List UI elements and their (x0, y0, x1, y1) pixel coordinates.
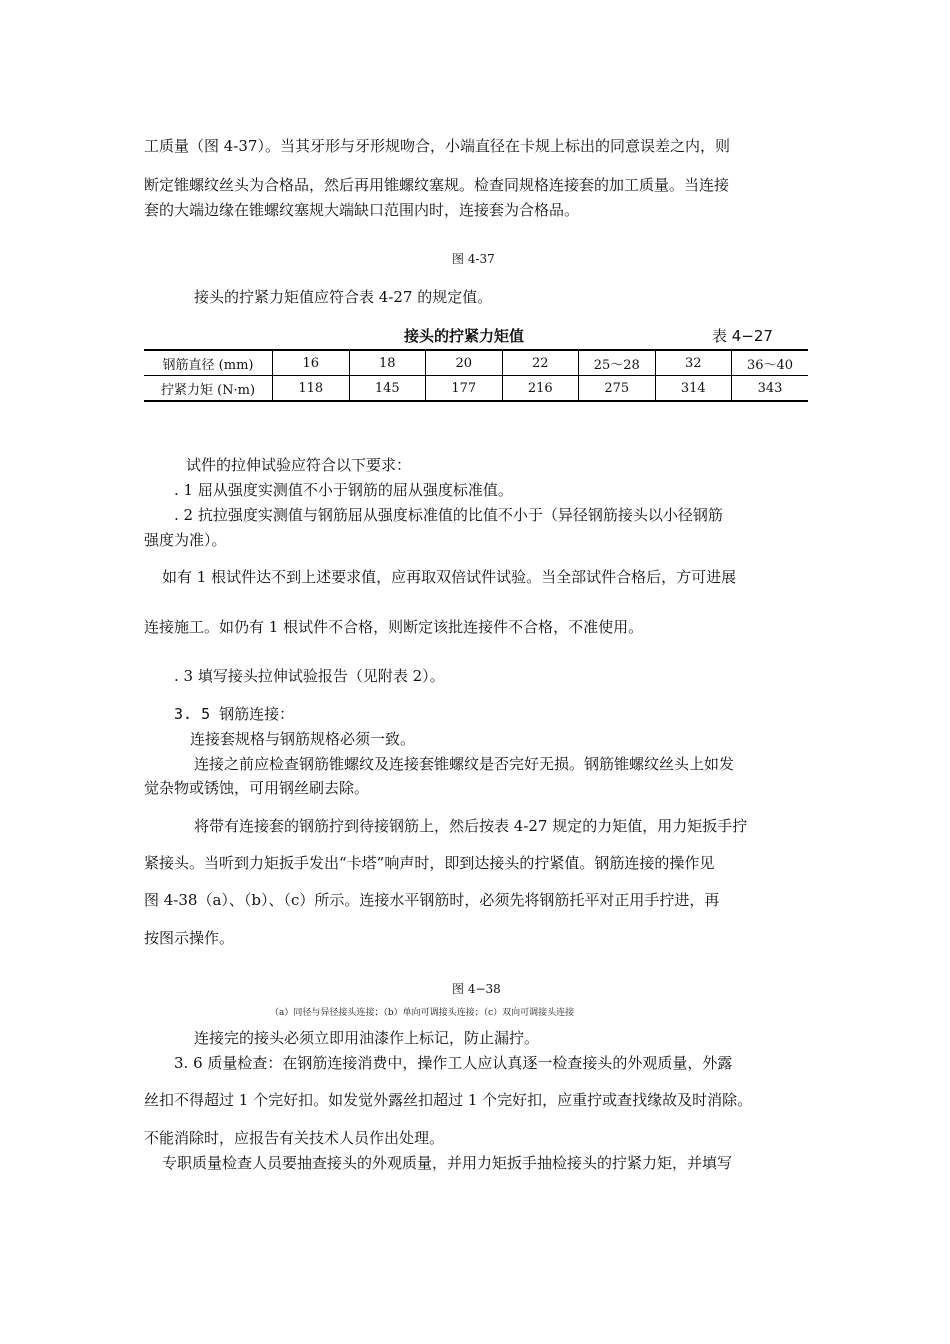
paragraph-line: 觉杂物或锈蚀，可用钢丝刷去除。 (144, 779, 370, 797)
paragraph-line: 专职质量检查人员要抽查接头的外观质量，并用力矩扳手抽检接头的拧紧力矩，并填写 (162, 1154, 733, 1172)
table-cell: 20 (426, 350, 503, 376)
table-cell: 22 (502, 350, 579, 376)
table-cell: 36～40 (732, 350, 809, 376)
paragraph-line: 如有 1 根试件达不到上述要求值，应再取双倍试件试验。当全部试件合格后，方可进展 (162, 568, 737, 586)
paragraph-line: 连接套规格与钢筋规格必须一致。 (190, 730, 416, 748)
paragraph-line: . 1 屈从强度实测值不小于钢筋的屈从强度标准值。 (174, 481, 513, 499)
table-cell: 25～28 (579, 350, 656, 376)
paragraph-line: 断定锥螺纹丝头为合格品，然后再用锥螺纹塞规。检查同规格连接套的加工质量。当连接 (144, 176, 730, 194)
table-cell: 343 (732, 376, 809, 402)
paragraph-line: 接头的拧紧力矩值应符合表 4-27 的规定值。 (194, 288, 493, 306)
paragraph-line: 紧接头。当听到力矩扳手发出“卡塔”响声时，即到达接头的拧紧值。钢筋连接的操作见 (144, 854, 715, 872)
table-cell: 18 (349, 350, 426, 376)
paragraph-line: 试件的拉伸试验应符合以下要求： (186, 456, 412, 474)
section-heading: 3. 5 钢筋连接： (174, 705, 295, 723)
row-label: 拧紧力矩 (N·m) (144, 376, 273, 402)
table-cell: 177 (426, 376, 503, 402)
figure-caption: 图 4−38 (452, 982, 501, 996)
paragraph-line: 套的大端边缘在锥螺纹塞规大端缺口范围内时，连接套为合格品。 (144, 201, 580, 219)
paragraph-line: 按图示操作。 (144, 929, 235, 947)
table-row (144, 376, 808, 402)
figure-caption: 图 4-37 (452, 252, 495, 266)
paragraph-line: . 2 抗拉强度实测值与钢筋屈从强度标准值的比值不小于（异径钢筋接头以小径钢筋 (174, 506, 723, 524)
paragraph-line: 连接之前应检查钢筋锥螺纹及连接套锥螺纹是否完好无损。钢筋锥螺纹丝头上如发 (194, 755, 735, 773)
table-title: 接头的拧紧力矩值 (404, 327, 525, 345)
table-row (144, 350, 808, 376)
table-cell: 314 (655, 376, 732, 402)
paragraph-line: 丝扣不得超过 1 个完好扣。如发觉外露丝扣超过 1 个完好扣，应重拧或查找缘故及时消除。 (144, 1091, 753, 1109)
torque-table (144, 349, 808, 402)
table-cell: 275 (579, 376, 656, 402)
paragraph-line: 不能消除时，应报告有关技术人员作出处理。 (144, 1129, 445, 1147)
paragraph-line: 连接完的接头必须立即用油漆作上标记，防止漏拧。 (194, 1029, 540, 1047)
table-cell: 145 (349, 376, 426, 402)
row-label: 钢筋直径 (mm) (144, 350, 273, 376)
paragraph-line: 将带有连接套的钢筋拧到待接钢筋上，然后按表 4-27 规定的力矩值，用力矩扳手拧 (194, 817, 748, 835)
table-number: 表 4−27 (712, 327, 773, 345)
paragraph-line: 3. 6 质量检查：在钢筋连接消费中，操作工人应认真逐一检查接头的外观质量，外露 (174, 1054, 733, 1072)
paragraph-line: 强度为准）。 (144, 531, 227, 549)
paragraph-line: . 3 填写接头拉伸试验报告（见附表 2）。 (174, 667, 445, 685)
table-cell: 216 (502, 376, 579, 402)
paragraph-line: 图 4-38（a）、（b）、（c）所示。连接水平钢筋时，必须先将钢筋托平对正用手拧进，再 (144, 891, 720, 909)
figure-subcaption: （a）同径与异径接头连接；（b）单向可调接头连接；（c）双向可调接头连接 (270, 1008, 575, 1018)
table-cell: 16 (273, 350, 350, 376)
table-cell: 118 (273, 376, 350, 402)
paragraph-line: 工质量（图 4-37）。当其牙形与牙形规吻合，小端直径在卡规上标出的同意误差之内，则 (144, 137, 730, 155)
table-cell: 32 (655, 350, 732, 376)
paragraph-line: 连接施工。如仍有 1 根试件不合格，则断定该批连接件不合格，不准使用。 (144, 618, 644, 636)
